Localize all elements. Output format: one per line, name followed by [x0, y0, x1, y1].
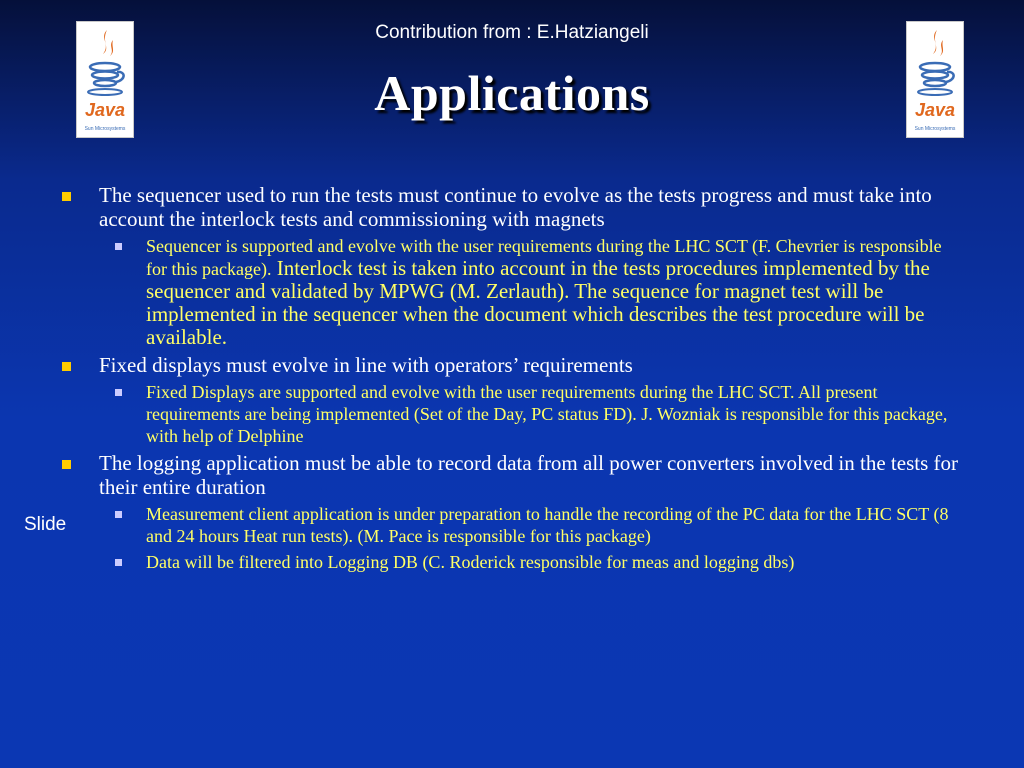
square-bullet-icon	[62, 460, 71, 469]
java-cup-icon	[907, 22, 963, 137]
bullet-item	[62, 451, 962, 499]
sun-caption: Sun Microsystems	[84, 126, 126, 132]
sub-bullet-text: Fixed Displays are supported and evolve with the user requirements during the LHC SCT. All present requirements are being implemented (Set of the Day, PC status FD). J. Wozniak is responsible for this package, with help of Delphine	[146, 382, 948, 446]
slide-body	[62, 183, 962, 577]
slide-label: Slide	[24, 514, 67, 535]
sub-bullet-text: Data will be filtered into Logging DB (C. Roderick responsible for meas and logging dbs)	[146, 552, 795, 572]
sub-bullet-text: Measurement client application is under preparation to handle the recording of the PC data for the LHC SCT (8 and 24 hours Heat run tests). (M. Pace is responsible for this package)	[146, 504, 949, 546]
bullet-item	[62, 353, 962, 377]
java-logo-right	[907, 22, 963, 137]
square-bullet-icon	[115, 559, 122, 566]
java-wordmark: Java	[84, 100, 126, 120]
square-bullet-icon	[115, 511, 122, 518]
slide-title: Applications	[374, 65, 650, 121]
java-wordmark: Java	[914, 100, 956, 120]
contribution-line: Contribution from : E.Hatziangeli	[375, 22, 649, 43]
sub-bullet-text: Sequencer is supported and evolve with the user requirements during the LHC SCT (F. Chevrier is responsible for this package).	[146, 236, 942, 279]
bullet-text: The logging application must be able to record data from all power converters involved in the tests for their entire duration	[99, 451, 958, 499]
sub-bullet-item	[115, 551, 962, 573]
square-bullet-icon	[62, 362, 71, 371]
square-bullet-icon	[115, 243, 122, 250]
java-cup-icon	[77, 22, 133, 137]
sub-bullet-item	[115, 381, 962, 447]
bullet-text: Fixed displays must evolve in line with operators’ requirements	[99, 353, 633, 377]
square-bullet-icon	[62, 192, 71, 201]
bullet-text: The sequencer used to run the tests must continue to evolve as the tests progress and must take into account the interlock tests and commissioning with magnets	[99, 183, 932, 231]
bullet-item	[62, 183, 962, 231]
sun-caption: Sun Microsystems	[914, 126, 956, 132]
square-bullet-icon	[115, 389, 122, 396]
sub-bullet-item	[115, 235, 962, 349]
sub-bullet-text-large: Interlock test is taken into account in the tests procedures implemented by the sequencer and validated by MPWG (M. Zerlauth). The sequence for magnet test will be implemented in the sequencer when the document which describes the test procedure will be available.	[146, 256, 930, 349]
java-logo-left	[77, 22, 133, 137]
sub-bullet-item	[115, 503, 962, 547]
